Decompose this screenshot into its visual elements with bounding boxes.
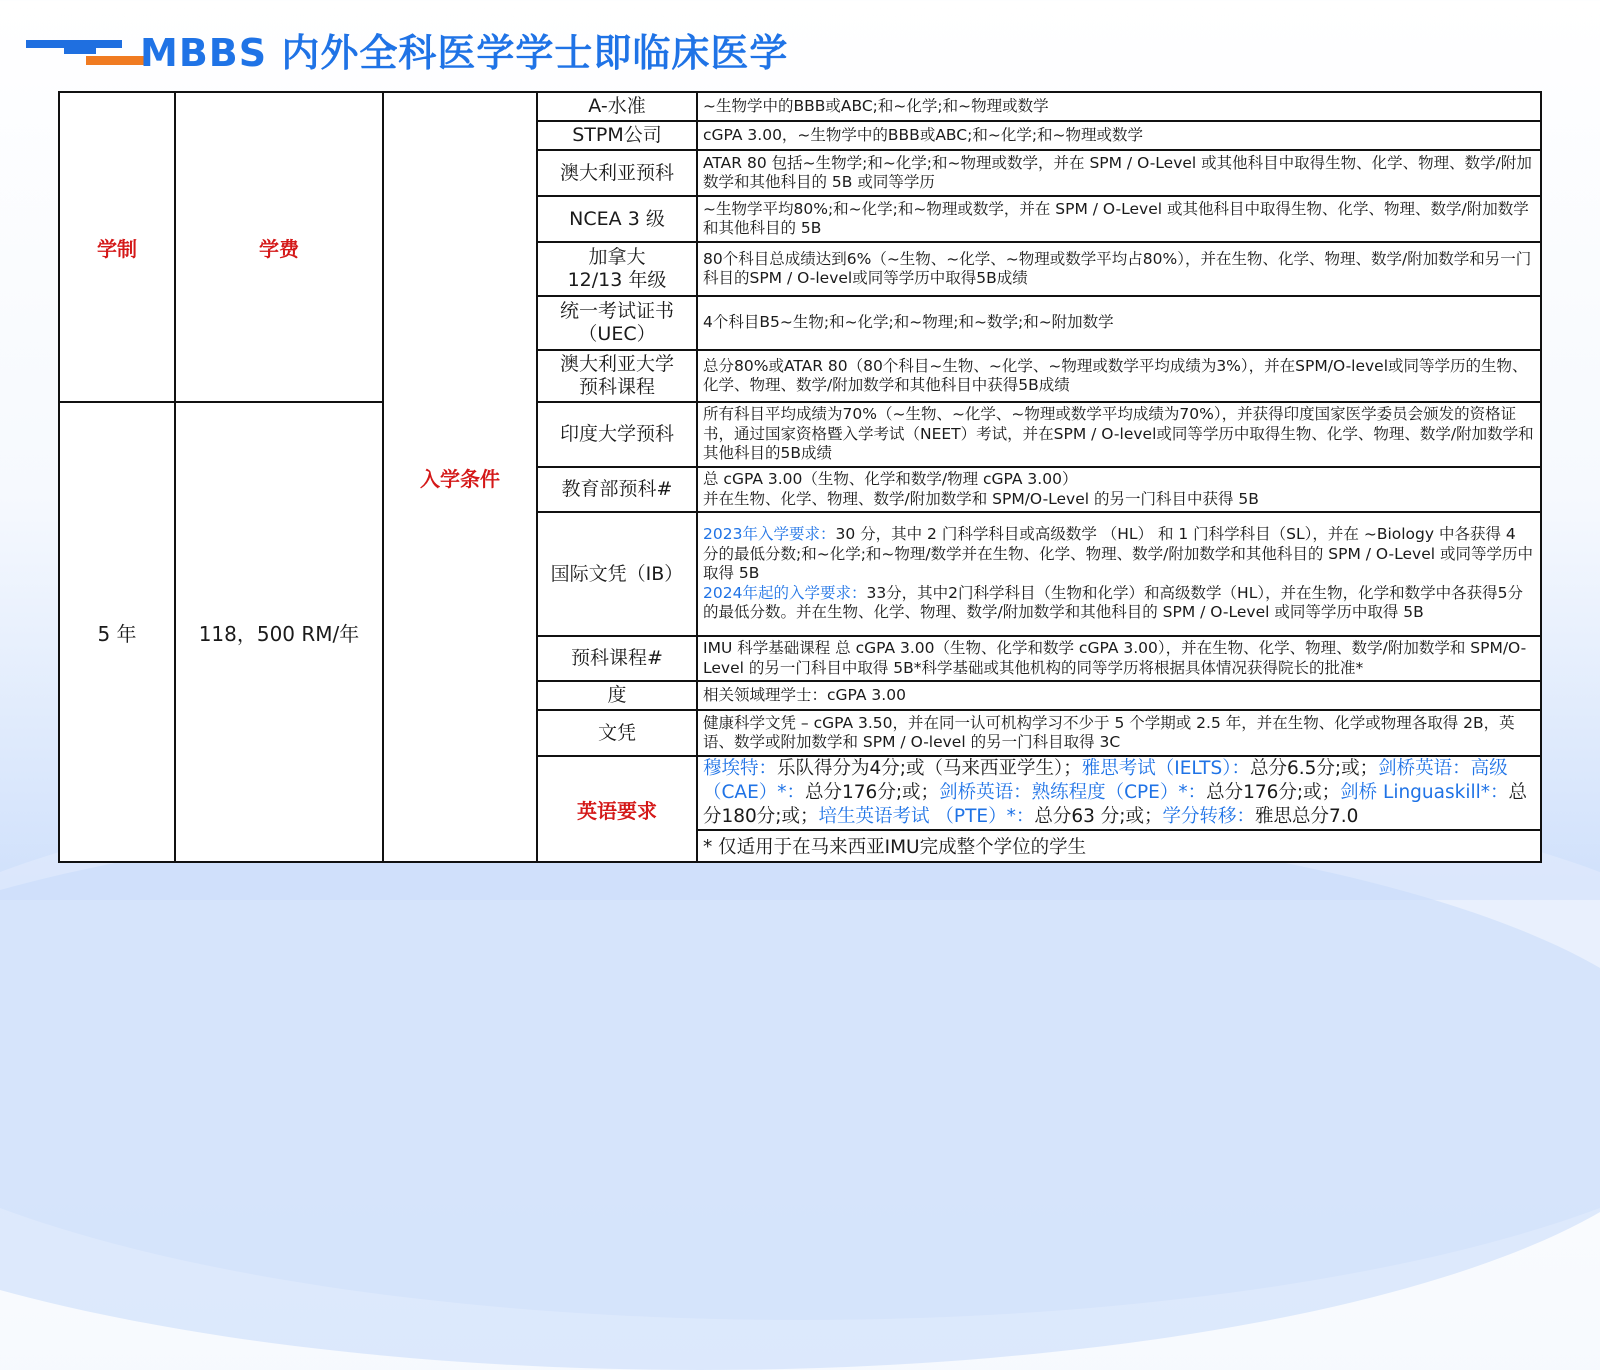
pte-text: 总分63 分;或； bbox=[1034, 806, 1163, 827]
fee-header: 学费 bbox=[175, 92, 383, 402]
requirement-text: 健康科学文凭 – cGPA 3.50，并在同一认可机构学习不少于 5 个学期或 2.5 年，并在生物、化学或物理各取得 2B，英语、数学或附加数学和 SPM / O-level 的另一门科目取得 3C bbox=[697, 710, 1541, 756]
transfer-text: 雅思总分7.0 bbox=[1255, 806, 1359, 827]
footnote: * 仅适用于在马来西亚IMU完成整个学位的学生 bbox=[697, 830, 1541, 862]
duration-value: 5 年 bbox=[59, 402, 175, 862]
english-header: 英语要求 bbox=[537, 756, 697, 862]
criteria-label: 印度大学预科 bbox=[537, 402, 697, 467]
requirement-text: ~生物学中的BBB或ABC;和~化学;和~物理或数学 bbox=[697, 92, 1541, 121]
requirement-text: IMU 科学基础课程 总 cGPA 3.00（生物、化学和数学 cGPA 3.00），并在生物、化学、物理、数学/附加数学和 SPM/O-Level 的另一门科目中取得 5B*科学基础或其他机构的同等学历将根据具体情况获得院长的批准* bbox=[697, 636, 1541, 681]
criteria-label-line2: （UEC） bbox=[578, 323, 656, 345]
criteria-label bbox=[537, 296, 697, 350]
logo-bars-icon bbox=[26, 36, 126, 68]
ib-2024-label: 2024年起的入学要求： bbox=[703, 583, 867, 602]
cae-label: 剑桥英语：高级 （CAE）*： bbox=[703, 758, 1508, 803]
table-row bbox=[59, 402, 1541, 467]
criteria-label: 澳大利亚预科 bbox=[537, 150, 697, 196]
ib-2024-text: 33分，其中2门科学科目（生物和化学）和高级数学（HL），并在生物，化学和数学中各获得5分的最低分数。并在生物、化学、物理、数学/附加数学和其他科目的 SPM / O-Level 或同等学历中取得 5B bbox=[703, 583, 1523, 622]
transfer-label: 学分转移： bbox=[1162, 806, 1255, 827]
background-swoosh-2 bbox=[0, 810, 1600, 1370]
table-row bbox=[59, 92, 1541, 121]
requirement-line2: 并在生物、化学、物理、数学/附加数学和 SPM/O-Level 的另一门科目中获得 5B bbox=[703, 489, 1259, 508]
criteria-label-line1: 加拿大 bbox=[588, 246, 646, 268]
criteria-label: STPM公司 bbox=[537, 121, 697, 150]
ib-2023-requirement bbox=[703, 525, 1535, 584]
duration-header: 学制 bbox=[59, 92, 175, 402]
requirement-text: 4个科目B5~生物;和~化学;和~物理;和~数学;和~附加数学 bbox=[697, 296, 1541, 350]
criteria-label-line2: 12/13 年级 bbox=[567, 269, 667, 291]
criteria-label: A-水准 bbox=[537, 92, 697, 121]
requirement-line1: 总 cGPA 3.00（生物、化学和数学/物理 cGPA 3.00） bbox=[703, 470, 1078, 488]
ib-2023-label: 2023年入学要求： bbox=[703, 525, 836, 544]
requirement-text: 相关领域理学士：cGPA 3.00 bbox=[697, 681, 1541, 710]
muet-label: 穆埃特： bbox=[703, 758, 778, 779]
criteria-label-line1: 统一考试证书 bbox=[559, 300, 674, 322]
requirement-text: cGPA 3.00，~生物学中的BBB或ABC;和~化学;和~物理或数学 bbox=[697, 121, 1541, 150]
english-requirements bbox=[697, 756, 1541, 830]
admission-header: 入学条件 bbox=[383, 92, 537, 862]
admission-table bbox=[58, 91, 1542, 863]
ielts-label: 雅思考试（IELTS）： bbox=[1081, 758, 1250, 779]
requirement-text bbox=[697, 512, 1541, 636]
requirement-text: 所有科目平均成绩为70%（~生物、~化学、~物理或数学平均成绩为70%），并获得印度国家医学委员会颁发的资格证书，通过国家资格暨入学考试（NEET）考试，并在SPM / O-level或同等学历中取得生物、化学、物理、数学/附加数学和其他科目的5B成绩 bbox=[697, 402, 1541, 467]
ib-2023-text: 30 分，其中 2 门科学科目或高级数学 （HL） 和 1 门科学科目（SL），并在 ~Biology 中各获得 4 分的最低分数;和~化学;和~物理/数学并在生物、化学、物理、数学/附加数学和其他科目的 SPM / O-Level 或同等学历中取得 5B bbox=[703, 525, 1533, 583]
criteria-label: 度 bbox=[537, 681, 697, 710]
criteria-label: 文凭 bbox=[537, 710, 697, 756]
criteria-label: 教育部预科# bbox=[537, 467, 697, 512]
criteria-label bbox=[537, 242, 697, 296]
linguaskill-text: 总分180分;或； bbox=[703, 782, 1528, 827]
requirement-text: ATAR 80 包括~生物学;和~化学;和~物理或数学，并在 SPM / O-Level 或其他科目中取得生物、化学、物理、数学/附加数学和其他科目的 5B 或同等学历 bbox=[697, 150, 1541, 196]
criteria-label bbox=[537, 350, 697, 402]
ib-2024-requirement bbox=[703, 584, 1535, 623]
cpe-text: 总分176分;或； bbox=[1206, 782, 1341, 803]
requirement-text: 总分80%或ATAR 80（80个科目~生物、~化学、~物理或数学平均成绩为3%），并在SPM/O-level或同等学历的生物、化学、物理、数学/附加数学和其他科目中获得5B成绩 bbox=[697, 350, 1541, 402]
requirement-text: 80个科目总成绩达到6%（~生物、~化学、~物理或数学平均占80%），并在生物、化学、物理、数学/附加数学和另一门科目的SPM / O-level或同等学历中取得5B成绩 bbox=[697, 242, 1541, 296]
criteria-label: 国际文凭（IB） bbox=[537, 512, 697, 636]
linguaskill-label: 剑桥 Linguaskill*： bbox=[1340, 782, 1509, 803]
criteria-label-line1: 澳大利亚大学 bbox=[559, 353, 674, 375]
criteria-label-line2: 预科课程 bbox=[578, 376, 655, 398]
cae-text: 总分176分;或； bbox=[805, 782, 940, 803]
muet-text: 乐队得分为4分;或（马来西亚学生）； bbox=[777, 758, 1082, 779]
pte-label: 培生英语考试 （PTE）*： bbox=[818, 806, 1035, 827]
ielts-text: 总分6.5分;或； bbox=[1249, 758, 1379, 779]
cpe-label: 剑桥英语：熟练程度（CPE）*： bbox=[939, 782, 1207, 803]
fee-value: 118，500 RM/年 bbox=[175, 402, 383, 862]
criteria-label: NCEA 3 级 bbox=[537, 196, 697, 242]
requirement-text: ~生物学平均80%;和~化学;和~物理或数学，并在 SPM / O-Level 或其他科目中取得生物、化学、物理、数学/附加数学和其他科目的 5B bbox=[697, 196, 1541, 242]
criteria-label: 预科课程# bbox=[537, 636, 697, 681]
requirement-text bbox=[697, 467, 1541, 512]
page-title: MBBS 内外全科医学学士即临床医学 bbox=[140, 31, 789, 75]
